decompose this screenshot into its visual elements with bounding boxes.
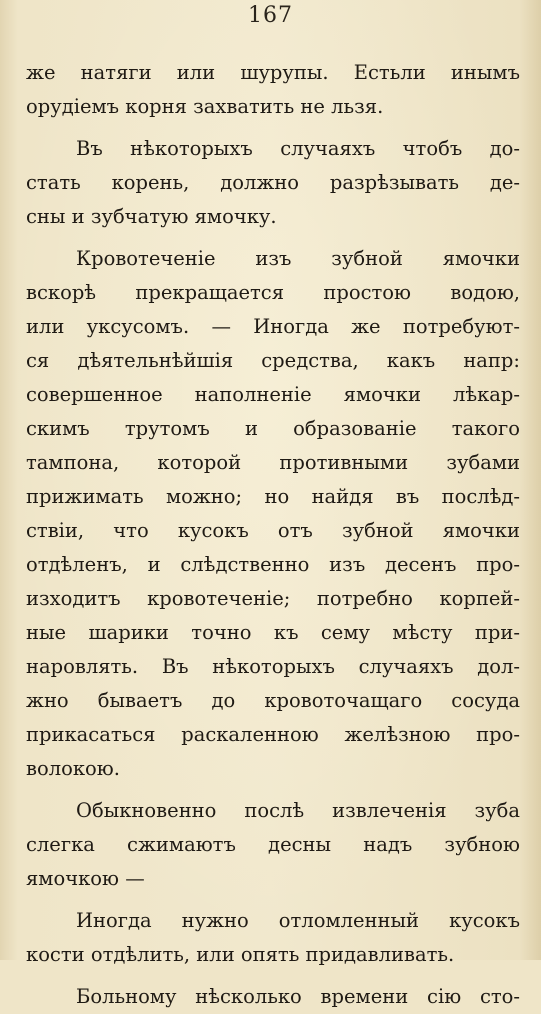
text-line: наровлять. Въ нѣкоторыхъ случаяхъ дол- bbox=[26, 655, 520, 678]
paragraph-4 bbox=[26, 794, 520, 896]
text-line: волокою. bbox=[26, 757, 120, 780]
text-line: отдѣленъ, и слѣдственно изъ десенъ про- bbox=[26, 553, 520, 576]
text-line: изходитъ кровотеченіе; потребно корпей- bbox=[26, 587, 520, 610]
paragraph-2 bbox=[26, 132, 520, 234]
text-line: сны и зубчатую ямочку. bbox=[26, 205, 277, 228]
text-line: вскорѣ прекращается простою водою, bbox=[26, 281, 520, 304]
text-line: кости отдѣлить, или опять придавливать. bbox=[26, 943, 455, 966]
paragraph-5 bbox=[26, 904, 520, 972]
text-line: ся дѣятельнѣйшія средства, какъ напр: bbox=[26, 349, 520, 372]
text-line: Обыкновенно послѣ извлеченія зуба bbox=[76, 799, 520, 822]
body-text bbox=[26, 56, 520, 1014]
paragraph-1 bbox=[26, 56, 520, 124]
text-line: орудіемъ корня захватить не льзя. bbox=[26, 95, 384, 118]
paragraph-3 bbox=[26, 242, 520, 786]
text-line: ные шарики точно къ сему мѣсту при- bbox=[26, 621, 520, 644]
text-line: тампона, которой противными зубами bbox=[26, 451, 520, 474]
text-line: Кровотеченіе изъ зубной ямочки bbox=[76, 247, 520, 270]
text-line: скимъ трутомъ и образованіе такого bbox=[26, 417, 520, 440]
text-line: или уксусомъ. — Иногда же потребуют- bbox=[26, 315, 520, 338]
page-number: 167 bbox=[248, 3, 293, 28]
text-line: совершенное наполненіе ямочки лѣкар- bbox=[26, 383, 520, 406]
paragraph-6 bbox=[26, 980, 520, 1014]
text-line: Въ нѣкоторыхъ случаяхъ чтобъ до- bbox=[76, 137, 520, 160]
text-line: прижимать можно; но найдя въ послѣд- bbox=[26, 485, 520, 508]
text-line: жно бываетъ до кровоточащаго сосуда bbox=[26, 689, 520, 712]
text-line: Иногда нужно отломленный кусокъ bbox=[76, 909, 520, 932]
text-line: прикасаться раскаленною желѣзною про- bbox=[26, 723, 520, 746]
text-line: стать корень, должно разрѣзывать де- bbox=[26, 171, 520, 194]
text-line: ямочкою — bbox=[26, 867, 145, 890]
text-line: слегка сжимаютъ десны надъ зубною bbox=[26, 833, 520, 856]
text-line: ствіи, что кусокъ отъ зубной ямочки bbox=[26, 519, 520, 542]
text-line: Больному нѣсколько времени сію сто- bbox=[76, 985, 520, 1008]
text-line: же натяги или шурупы. Естьли инымъ bbox=[26, 61, 520, 84]
